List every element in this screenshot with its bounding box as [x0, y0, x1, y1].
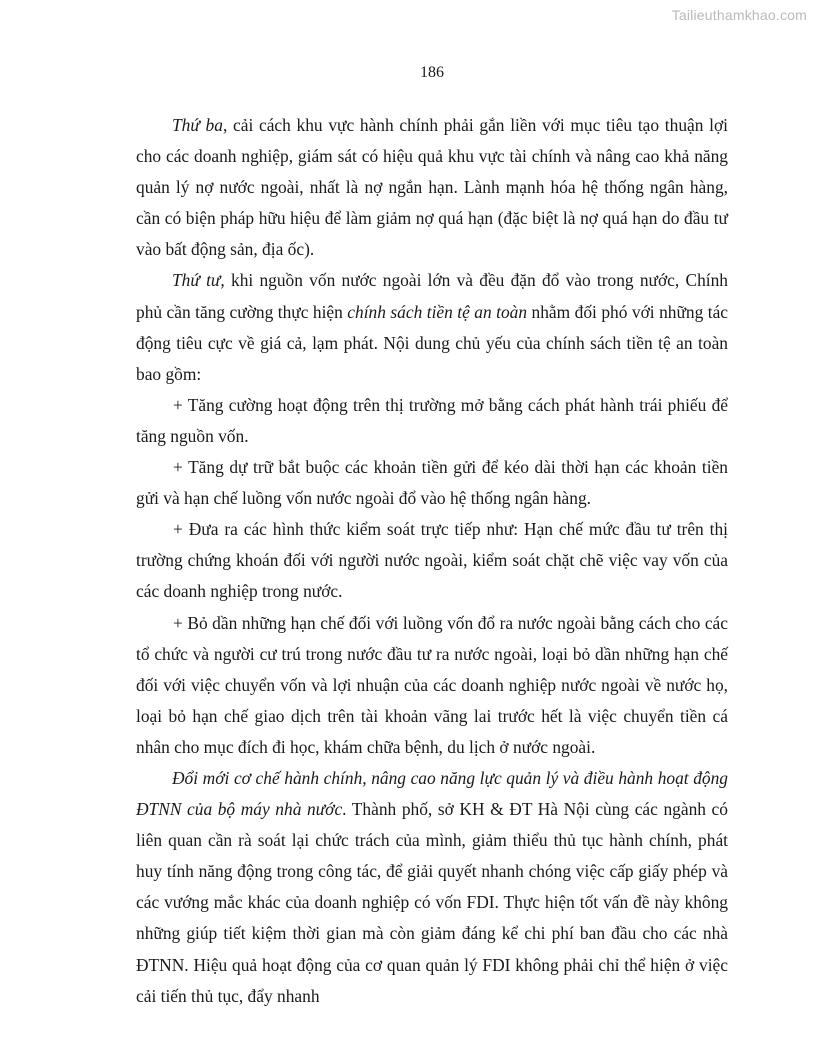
bullet-item-direct-control [136, 514, 728, 607]
paragraph-emphasis-italic: chính sách tiền tệ an toàn [347, 301, 528, 322]
paragraph-lead-italic: Thứ ba [172, 115, 223, 135]
bullet-item-text: + Tăng dự trữ bắt buộc các khoản tiền gửi để kéo dài thời hạn các khoản tiền gửi và hạn chế luồng vốn nước ngoài đổ vào hệ thống ngân hàng. [136, 457, 728, 509]
paragraph-text: . Thành phố, sở KH & ĐT Hà Nội cùng các ngành có liên quan cần rà soát lại chức trách của mình, giảm thiểu thủ tục hành chính, phát huy tính năng động trong công tác, để giải quyết nhanh chóng việc cấp giấy phép và các vướng mắc khác của doanh nghiệp có vốn FDI. Thực hiện tốt vấn đề này không những giúp tiết kiệm thời gian mà còn giảm đáng kể chi phí ban đầu cho các nhà ĐTNN. Hiệu quả hoạt động của cơ quan quản lý FDI không phải chỉ thể hiện ở việc cải tiến thủ tục, đẩy nhanh [136, 799, 728, 1006]
bullet-item-text: + Tăng cường hoạt động trên thị trường mở bằng cách phát hành trái phiếu để tăng nguồn vốn. [136, 394, 728, 446]
bullet-item-text: + Đưa ra các hình thức kiểm soát trực tiếp như: Hạn chế mức đầu tư trên thị trường chứng khoán đối với người nước ngoài, kiểm soát chặt chẽ việc vay vốn của các doanh nghiệp trong nước. [136, 519, 728, 602]
paragraph-lead-italic: Thứ tư, [172, 270, 225, 291]
bullet-item-text: + Bỏ dần những hạn chế đối với luồng vốn đổ ra nước ngoài bằng cách cho các tổ chức và người cư trú trong nước đầu tư ra nước ngoài, loại bỏ dần những hạn chế đối với việc chuyển vốn và lợi nhuận của các doanh nghiệp nước ngoài về nước họ, loại bỏ hạn chế giao dịch trên tài khoản vãng lai trước hết là việc chuyển tiền cá nhân cho mục đích đi học, khám chữa bệnh, du lịch ở nước ngoài. [136, 612, 728, 757]
paragraph-text: nhằm đối phó với những tác động tiêu cực về giá cả, lạm phát. Nội dung chủ yếu của chính sách tiền tệ an toàn bao gồm: [136, 301, 729, 384]
bullet-item-reserve-requirement [136, 452, 728, 514]
paragraph-administrative-reform [136, 763, 728, 1012]
paragraph-text: , cải cách khu vực hành chính phải gắn liền với mục tiêu tạo thuận lợi cho các doanh nghiệp, giám sát có hiệu quả khu vực tài chính và nâng cao khả năng quản lý nợ nước ngoài, nhất là nợ ngắn hạn. Lành mạnh hóa hệ thống ngân hàng, cần có biện pháp hữu hiệu để làm giảm nợ quá hạn (đặc biệt là nợ quá hạn do đầu tư vào bất động sản, địa ốc). [136, 115, 728, 260]
document-body [136, 110, 728, 1012]
paragraph-text: khi nguồn vốn nước ngoài lớn và đều đặn đổ vào trong nước, Chính phủ cần tăng cường thực hiện [136, 270, 728, 322]
paragraph-lead-italic: Đổi mới cơ chế hành chính, nâng cao năng lực quản lý và điều hành hoạt động ĐTNN của bộ máy nhà nước [136, 767, 728, 820]
bullet-item-open-market [136, 390, 728, 452]
watermark: Tailieuthamkhao.com [671, 7, 807, 23]
page-number: 186 [420, 64, 444, 81]
paragraph-thu-ba [136, 110, 728, 265]
paragraph-thu-tu [136, 265, 728, 389]
bullet-item-outflow-liberalization [136, 608, 728, 763]
